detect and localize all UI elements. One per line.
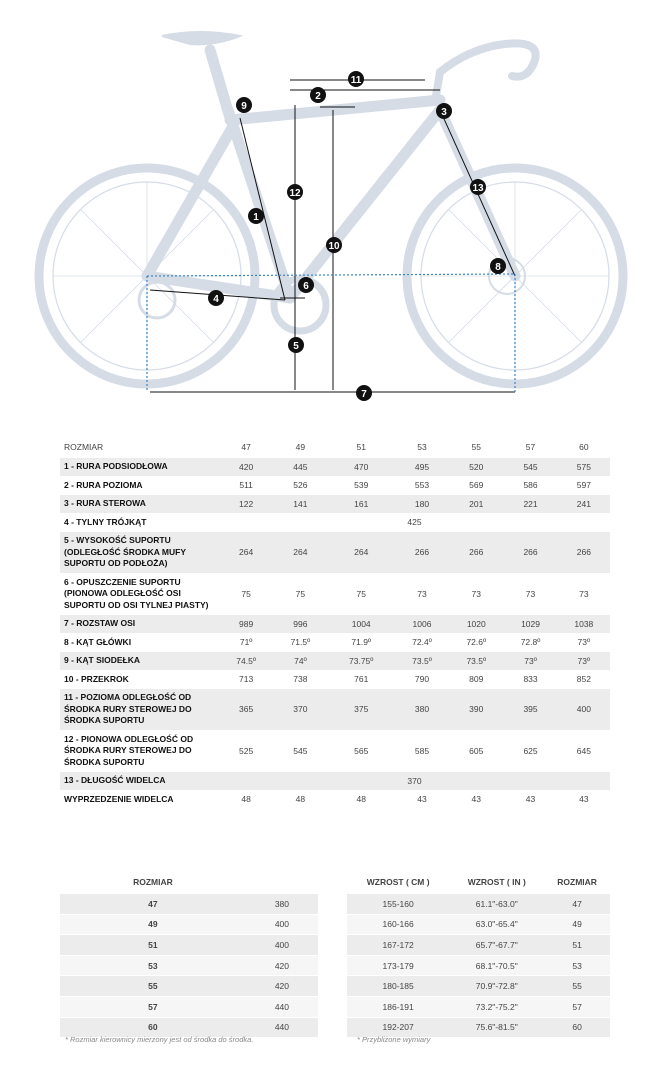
measurement-lines [150, 80, 515, 392]
geometry-row [60, 772, 610, 791]
height-cm: 180-185 [347, 976, 449, 997]
svg-text:1: 1 [253, 212, 259, 223]
handlebar-row [60, 996, 318, 1017]
marker-7 [356, 385, 372, 401]
geometry-value: 553 [395, 476, 449, 495]
geometry-value: 420 [219, 458, 273, 476]
svg-text:11: 11 [350, 75, 362, 86]
marker-1 [248, 208, 264, 224]
size-guide-body [347, 894, 610, 1038]
frame-size: 57 [544, 996, 610, 1017]
geometry-value: 597 [558, 476, 610, 495]
geometry-value: 141 [273, 495, 327, 514]
marker-13 [470, 179, 486, 195]
handlebar-frame-size: 60 [60, 1017, 246, 1038]
geometry-value: 221 [503, 495, 557, 514]
height-cm: 160-166 [347, 914, 449, 935]
geometry-value: 380 [395, 689, 449, 731]
geometry-value: 73º [558, 633, 610, 652]
geometry-row [60, 476, 610, 495]
geometry-row [60, 573, 610, 615]
geometry-row-label: 13 - DŁUGOŚĆ WIDELCA [60, 772, 219, 791]
height-in: 63.0"-65.4" [449, 914, 544, 935]
geometry-row-label: 2 - RURA POZIOMA [60, 476, 219, 495]
geometry-value: 569 [449, 476, 503, 495]
handlebar-width: 400 [246, 914, 318, 935]
geometry-value: 996 [273, 615, 327, 634]
handlebar-table [60, 870, 318, 1038]
geometry-row-label: 6 - OPUSZCZENIE SUPORTU (PIONOWA ODLEGŁOŚĆ OSI SUPORTU OD OSI TYLNEJ PIASTY) [60, 573, 219, 615]
geometry-row-label: 7 - ROZSTAW OSI [60, 615, 219, 634]
svg-text:10: 10 [328, 241, 340, 252]
geometry-value: 48 [219, 790, 273, 809]
geometry-value: 390 [449, 689, 503, 731]
size-guide-row [347, 894, 610, 914]
geometry-row-label: 1 - RURA PODSIODŁOWA [60, 458, 219, 476]
handlebar-frame-size: 57 [60, 996, 246, 1017]
geometry-value: 445 [273, 458, 327, 476]
geometry-value: 1004 [328, 615, 395, 634]
geometry-value: 122 [219, 495, 273, 514]
height-cm: 192-207 [347, 1017, 449, 1038]
geometry-value: 71.5º [273, 633, 327, 652]
geometry-value: 370 [273, 689, 327, 731]
geometry-value: 264 [328, 532, 395, 574]
geometry-value: 75 [273, 573, 327, 615]
geometry-row-label: WYPRZEDZENIE WIDELCA [60, 790, 219, 809]
geometry-value: 520 [449, 458, 503, 476]
geometry-row-label: 8 - KĄT GŁÓWKI [60, 633, 219, 652]
geometry-value: 73º [503, 652, 557, 671]
svg-text:13: 13 [472, 183, 484, 194]
geometry-value: 395 [503, 689, 557, 731]
geometry-row [60, 495, 610, 514]
geometry-value: 73.5º [395, 652, 449, 671]
handlebar-frame-size: 49 [60, 914, 246, 935]
saddle [162, 32, 240, 44]
size-col: 47 [241, 442, 251, 452]
frame-size: 49 [544, 914, 610, 935]
marker-11 [348, 71, 364, 87]
geometry-value: 400 [558, 689, 610, 731]
geometry-value: 264 [273, 532, 327, 574]
geometry-value: 48 [328, 790, 395, 809]
geometry-value: 43 [503, 790, 557, 809]
geometry-value: 264 [219, 532, 273, 574]
handlebar-row [60, 894, 318, 914]
size-guide-row [347, 955, 610, 976]
height-cm-header: WZROST ( CM ) [366, 877, 430, 887]
svg-text:5: 5 [293, 341, 299, 352]
svg-text:3: 3 [441, 107, 447, 118]
geometry-value: 241 [558, 495, 610, 514]
top-tube [230, 100, 440, 120]
height-in: 73.2"-75.2" [449, 996, 544, 1017]
geometry-value: 565 [328, 730, 395, 772]
geometry-value: 74º [273, 652, 327, 671]
geometry-row-label: 12 - PIONOWA ODLEGŁOŚĆ OD ŚRODKA RURY STEROWEJ DO ŚRODKA SUPORTU [60, 730, 219, 772]
geometry-value: 605 [449, 730, 503, 772]
size-col: 51 [356, 442, 366, 452]
geometry-value: 713 [219, 670, 273, 689]
geometry-value: 201 [449, 495, 503, 514]
svg-text:6: 6 [303, 281, 309, 292]
geometry-value: 545 [503, 458, 557, 476]
height-cm: 155-160 [347, 894, 449, 914]
down-tube [290, 110, 440, 298]
geometry-value: 833 [503, 670, 557, 689]
geometry-value: 585 [395, 730, 449, 772]
size-col: 60 [579, 442, 589, 452]
handlebar-width: 380 [246, 894, 318, 914]
marker-5 [288, 337, 304, 353]
handlebar-row [60, 914, 318, 935]
handlebar-row [60, 935, 318, 956]
geometry-value: 545 [273, 730, 327, 772]
bike-silhouette [39, 32, 623, 384]
geometry-row [60, 513, 610, 532]
geometry-value: 73.5º [449, 652, 503, 671]
geometry-value: 470 [328, 458, 395, 476]
geometry-value: 365 [219, 689, 273, 731]
size-guide-row [347, 976, 610, 997]
geometry-row [60, 670, 610, 689]
geometry-value: 48 [273, 790, 327, 809]
geometry-row [60, 730, 610, 772]
handlebar [436, 43, 536, 96]
handlebar-row [60, 955, 318, 976]
handlebar-note: * Rozmiar kierownicy mierzony jest od środka do środka. [65, 1035, 254, 1044]
geometry-value: 1020 [449, 615, 503, 634]
handlebar-width: 420 [246, 955, 318, 976]
geometry-value: 539 [328, 476, 395, 495]
geometry-value: 1038 [558, 615, 610, 634]
geometry-value: 75 [328, 573, 395, 615]
marker-10 [326, 237, 342, 253]
geometry-value: 989 [219, 615, 273, 634]
handlebar-width: 440 [246, 1017, 318, 1038]
geometry-value: 809 [449, 670, 503, 689]
geometry-row [60, 532, 610, 574]
geometry-value: 73 [449, 573, 503, 615]
geometry-header-row [60, 436, 610, 458]
geometry-value: 73 [503, 573, 557, 615]
geometry-value: 43 [449, 790, 503, 809]
height-cm: 173-179 [347, 955, 449, 976]
handlebar-width: 440 [246, 996, 318, 1017]
geometry-value: 73.75º [328, 652, 395, 671]
size-col: 55 [471, 442, 481, 452]
height-in: 61.1"-63.0" [449, 894, 544, 914]
geometry-value: 73º [558, 652, 610, 671]
svg-text:7: 7 [361, 389, 367, 400]
svg-text:8: 8 [495, 262, 501, 273]
seat-stay [147, 128, 232, 276]
geometry-value: 266 [503, 532, 557, 574]
geometry-row-label: 9 - KĄT SIODEŁKA [60, 652, 219, 671]
geometry-row [60, 689, 610, 731]
handlebar-body [60, 894, 318, 1038]
geometry-value: 761 [328, 670, 395, 689]
frame-size: 51 [544, 935, 610, 956]
marker-4 [208, 290, 224, 306]
geometry-body [60, 458, 610, 809]
frame-size: 60 [544, 1017, 610, 1038]
seat-post [210, 50, 230, 118]
height-in: 65.7"-67.7" [449, 935, 544, 956]
geometry-row-label: 5 - WYSOKOŚĆ SUPORTU (ODLEGŁOŚĆ ŚRODKA MUFY SUPORTU OD PODŁOŻA) [60, 532, 219, 574]
geometry-value: 375 [328, 689, 395, 731]
geometry-value: 495 [395, 458, 449, 476]
geometry-value: 266 [449, 532, 503, 574]
marker-8 [490, 258, 506, 274]
height-cm: 167-172 [347, 935, 449, 956]
geometry-table [60, 436, 610, 809]
svg-text:4: 4 [213, 294, 219, 305]
geometry-value: 1029 [503, 615, 557, 634]
geometry-value: 71º [219, 633, 273, 652]
geometry-row [60, 633, 610, 652]
geometry-value: 72.4º [395, 633, 449, 652]
height-in: 75.6"-81.5" [449, 1017, 544, 1038]
size-note: * Przybliżone wymiary [357, 1035, 431, 1044]
height-in: 68.1"-70.5" [449, 955, 544, 976]
svg-text:2: 2 [315, 91, 321, 102]
geometry-row-label: 11 - POZIOMA ODLEGŁOŚĆ OD ŚRODKA RURY STEROWEJ DO ŚRODKA SUPORTU [60, 689, 219, 731]
handlebar-frame-size: 55 [60, 976, 246, 997]
handlebar-width: 420 [246, 976, 318, 997]
geometry-value: 72.8º [503, 633, 557, 652]
size-header: ROZMIAR [64, 442, 104, 452]
geometry-value: 370 [219, 772, 610, 791]
height-in: 70.9"-72.8" [449, 976, 544, 997]
handlebar-width: 400 [246, 935, 318, 956]
size-guide-row [347, 935, 610, 956]
frame-size: 53 [544, 955, 610, 976]
geometry-value: 625 [503, 730, 557, 772]
geometry-value: 73 [395, 573, 449, 615]
geometry-value: 43 [558, 790, 610, 809]
geometry-value: 73 [558, 573, 610, 615]
height-cm: 186-191 [347, 996, 449, 1017]
marker-9 [236, 97, 252, 113]
geometry-row-label: 3 - RURA STEROWA [60, 495, 219, 514]
geometry-value: 511 [219, 476, 273, 495]
frame-size: 47 [544, 894, 610, 914]
size-header: ROZMIAR [557, 877, 597, 887]
reference-lines [147, 274, 515, 392]
marker-3 [436, 103, 452, 119]
geometry-value: 586 [503, 476, 557, 495]
height-in-header: WZROST ( IN ) [467, 877, 526, 887]
geometry-value: 852 [558, 670, 610, 689]
geometry-value: 790 [395, 670, 449, 689]
geometry-value: 43 [395, 790, 449, 809]
geometry-value: 74.5º [219, 652, 273, 671]
geometry-value: 525 [219, 730, 273, 772]
geometry-value: 738 [273, 670, 327, 689]
marker-2 [310, 87, 326, 103]
marker-12 [287, 184, 303, 200]
size-guide-table [347, 870, 610, 1038]
handlebar-row [60, 976, 318, 997]
size-col: 49 [295, 442, 306, 452]
geometry-value: 266 [395, 532, 449, 574]
size-col: 57 [525, 442, 536, 452]
handlebar-frame-size: 51 [60, 935, 246, 956]
geometry-value: 180 [395, 495, 449, 514]
geometry-value: 575 [558, 458, 610, 476]
size-guide-row [347, 914, 610, 935]
handlebar-frame-size: 53 [60, 955, 246, 976]
marker-6 [298, 277, 314, 293]
svg-text:12: 12 [289, 188, 301, 199]
geometry-row-label: 4 - TYLNY TRÓJKĄT [60, 513, 219, 532]
svg-text:9: 9 [241, 101, 247, 112]
size-guide-row [347, 996, 610, 1017]
geometry-row [60, 790, 610, 809]
geometry-value: 75 [219, 573, 273, 615]
geometry-value: 645 [558, 730, 610, 772]
frame-size: 55 [544, 976, 610, 997]
geometry-value: 72.6º [449, 633, 503, 652]
geometry-value: 71.9º [328, 633, 395, 652]
geometry-row [60, 652, 610, 671]
size-col: 53 [417, 442, 427, 452]
geometry-value: 161 [328, 495, 395, 514]
handlebar-size-header: ROZMIAR [133, 877, 173, 887]
bike-geometry-diagram [0, 0, 665, 420]
geometry-row-label: 10 - PRZEKROK [60, 670, 219, 689]
geometry-value: 425 [219, 513, 610, 532]
geometry-row [60, 458, 610, 476]
geometry-value: 266 [558, 532, 610, 574]
geometry-row [60, 615, 610, 634]
handlebar-frame-size: 47 [60, 894, 246, 914]
geometry-value: 1006 [395, 615, 449, 634]
geometry-value: 526 [273, 476, 327, 495]
